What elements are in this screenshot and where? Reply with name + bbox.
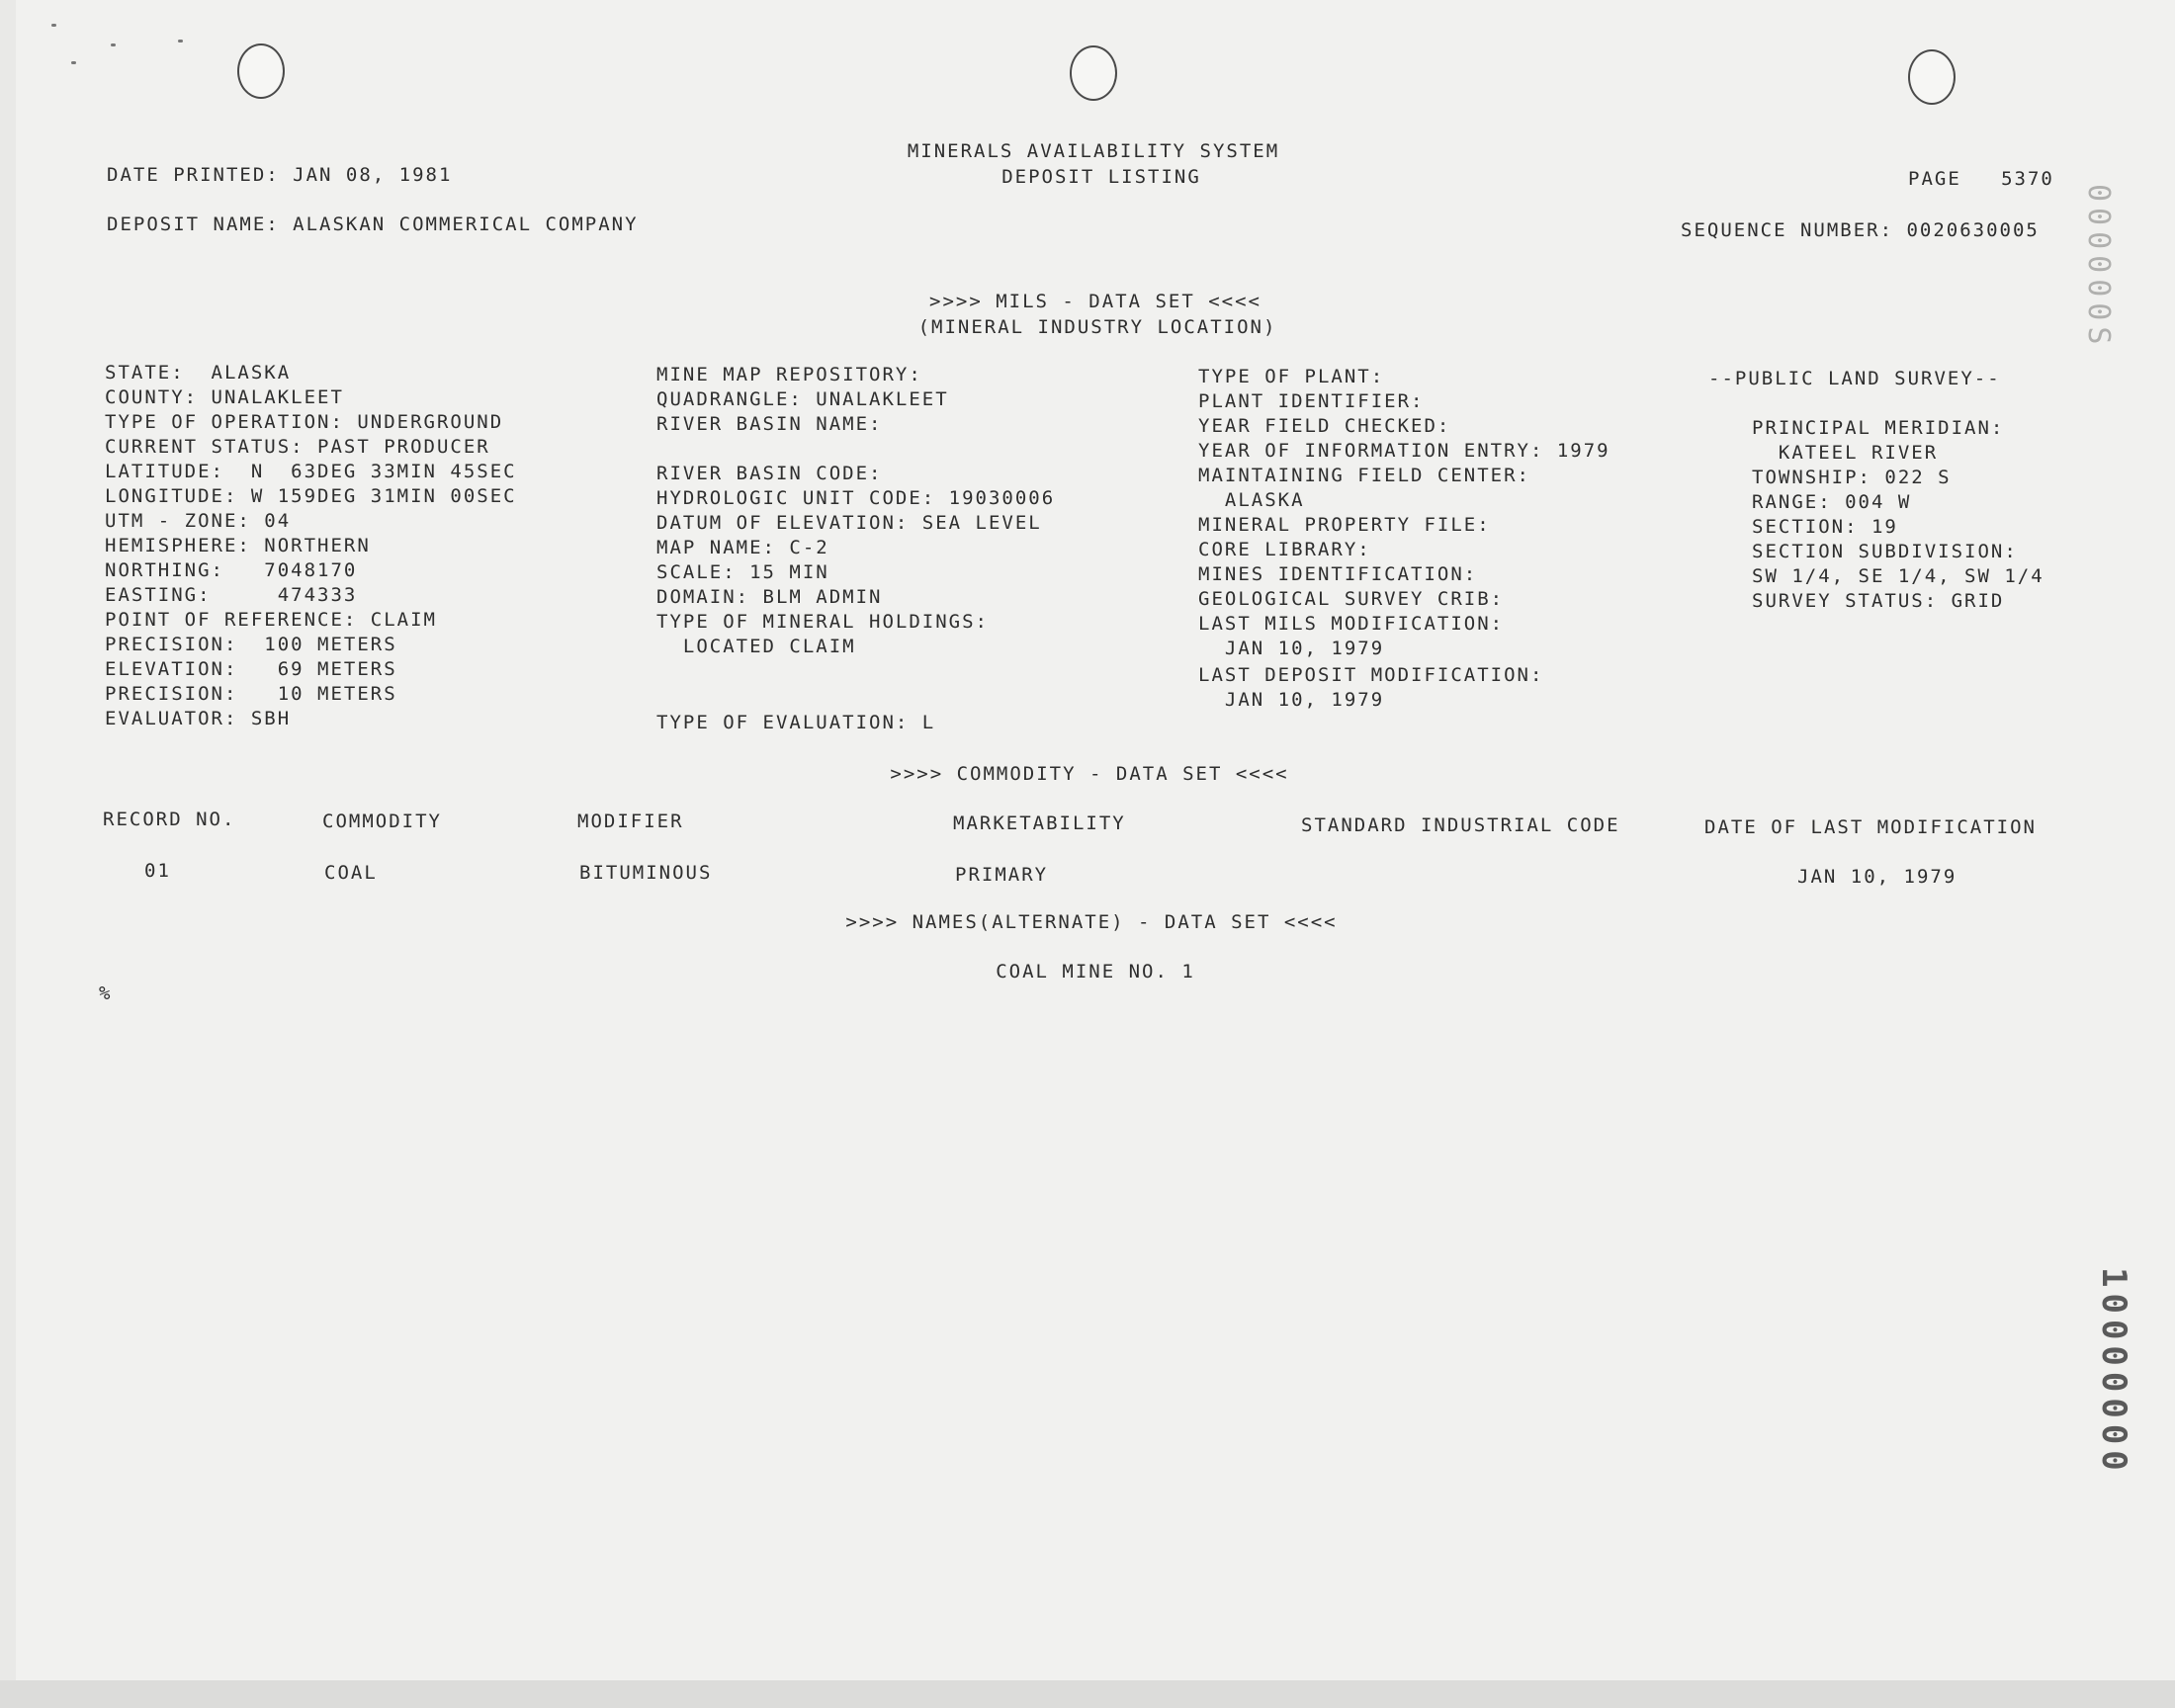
land-survey-heading: --PUBLIC LAND SURVEY-- bbox=[1708, 368, 2001, 389]
field-line: CURRENT STATUS: PAST PRODUCER bbox=[105, 436, 490, 458]
field-line: LOCATED CLAIM bbox=[656, 636, 856, 657]
field-line: SECTION SUBDIVISION: bbox=[1752, 541, 2018, 562]
cell-marketability: PRIMARY bbox=[955, 864, 1049, 886]
alternate-name: COAL MINE NO. 1 bbox=[996, 961, 1195, 982]
punch-hole-right bbox=[1908, 49, 1956, 105]
field-line: RIVER BASIN CODE: bbox=[656, 463, 883, 484]
field-line: MAP NAME: C-2 bbox=[656, 537, 829, 558]
column-header-date: DATE OF LAST MODIFICATION bbox=[1704, 816, 2037, 838]
smudge-mark bbox=[111, 43, 116, 46]
field-line: MINE MAP REPOSITORY: bbox=[656, 364, 922, 385]
column-header-marketability: MARKETABILITY bbox=[953, 812, 1126, 834]
field-line: STATE: ALASKA bbox=[105, 362, 292, 384]
commodity-section-title: >>>> COMMODITY - DATA SET <<<< bbox=[890, 763, 1289, 785]
field-line: UTM - ZONE: 04 bbox=[105, 510, 292, 532]
field-line: SCALE: 15 MIN bbox=[656, 561, 829, 583]
field-line: PRECISION: 10 METERS bbox=[105, 683, 397, 705]
field-line: TYPE OF MINERAL HOLDINGS: bbox=[656, 611, 989, 633]
mils-section-title: >>>> MILS - DATA SET <<<< bbox=[929, 291, 1262, 312]
field-line: SW 1/4, SE 1/4, SW 1/4 bbox=[1752, 565, 2044, 587]
punch-hole-left bbox=[237, 43, 285, 99]
field-line: MAINTAINING FIELD CENTER: bbox=[1198, 465, 1530, 486]
field-line: HYDROLOGIC UNIT CODE: 19030006 bbox=[656, 487, 1056, 509]
field-line: RIVER BASIN NAME: bbox=[656, 413, 883, 435]
page-number: PAGE 5370 bbox=[1908, 168, 2054, 190]
field-line: DATUM OF ELEVATION: SEA LEVEL bbox=[656, 512, 1042, 534]
field-line: GEOLOGICAL SURVEY CRIB: bbox=[1198, 588, 1505, 610]
field-line: KATEEL RIVER bbox=[1752, 442, 1939, 464]
field-line: SECTION: 19 bbox=[1752, 516, 1898, 538]
field-line: CORE LIBRARY: bbox=[1198, 539, 1371, 560]
sequence-number: SEQUENCE NUMBER: 0020630005 bbox=[1681, 219, 2040, 241]
top-right-stamp: 000000S bbox=[2081, 184, 2116, 351]
smudge-mark bbox=[51, 24, 56, 27]
field-line: PRECISION: 100 METERS bbox=[105, 634, 397, 655]
column-header-commodity: COMMODITY bbox=[322, 811, 442, 832]
field-line: LAST MILS MODIFICATION: bbox=[1198, 613, 1505, 635]
field-line: EASTING: 474333 bbox=[105, 584, 358, 606]
field-line: PRINCIPAL MERIDIAN: bbox=[1752, 417, 2005, 439]
field-line: LATITUDE: N 63DEG 33MIN 45SEC bbox=[105, 461, 517, 482]
field-line: SURVEY STATUS: GRID bbox=[1752, 590, 2005, 612]
field-line: PLANT IDENTIFIER: bbox=[1198, 390, 1425, 412]
end-marker: % bbox=[99, 982, 113, 1004]
field-line: JAN 10, 1979 bbox=[1198, 638, 1385, 659]
scan-edge bbox=[0, 1680, 2175, 1708]
field-line: NORTHING: 7048170 bbox=[105, 559, 358, 581]
field-line: MINES IDENTIFICATION: bbox=[1198, 563, 1478, 585]
column-header-sic: STANDARD INDUSTRIAL CODE bbox=[1301, 814, 1620, 836]
listing-title: DEPOSIT LISTING bbox=[1001, 166, 1201, 188]
cell-record: 01 bbox=[144, 860, 171, 882]
column-header-record: RECORD NO. bbox=[103, 809, 236, 830]
field-line: POINT OF REFERENCE: CLAIM bbox=[105, 609, 437, 631]
punch-hole-center bbox=[1070, 45, 1117, 101]
field-line: LONGITUDE: W 159DEG 31MIN 00SEC bbox=[105, 485, 517, 507]
field-line: LAST DEPOSIT MODIFICATION: bbox=[1198, 664, 1544, 686]
smudge-mark bbox=[71, 61, 76, 64]
smudge-mark bbox=[178, 40, 183, 43]
column-header-modifier: MODIFIER bbox=[577, 811, 684, 832]
field-line: YEAR FIELD CHECKED: bbox=[1198, 415, 1451, 437]
cell-modifier: BITUMINOUS bbox=[579, 862, 713, 884]
cell-date: JAN 10, 1979 bbox=[1797, 866, 1958, 888]
names-section-title: >>>> NAMES(ALTERNATE) - DATA SET <<<< bbox=[845, 911, 1338, 933]
field-line: ALASKA bbox=[1198, 489, 1305, 511]
field-line: TOWNSHIP: 022 S bbox=[1752, 467, 1952, 488]
field-line: RANGE: 004 W bbox=[1752, 491, 1912, 513]
printout-sheet bbox=[16, 0, 2175, 1680]
deposit-name: DEPOSIT NAME: ALASKAN COMMERICAL COMPANY bbox=[107, 214, 639, 235]
field-line: YEAR OF INFORMATION ENTRY: 1979 bbox=[1198, 440, 1610, 462]
field-line: COUNTY: UNALAKLEET bbox=[105, 386, 344, 408]
field-line: EVALUATOR: SBH bbox=[105, 708, 292, 729]
bottom-right-stamp: 10000000 bbox=[2094, 1267, 2133, 1477]
field-line: TYPE OF EVALUATION: L bbox=[656, 712, 936, 733]
date-printed: DATE PRINTED: JAN 08, 1981 bbox=[107, 164, 453, 186]
system-title: MINERALS AVAILABILITY SYSTEM bbox=[907, 140, 1280, 162]
field-line: MINERAL PROPERTY FILE: bbox=[1198, 514, 1491, 536]
field-line: TYPE OF PLANT: bbox=[1198, 366, 1385, 387]
field-line: HEMISPHERE: NORTHERN bbox=[105, 535, 371, 556]
field-line: ELEVATION: 69 METERS bbox=[105, 658, 397, 680]
field-line: TYPE OF OPERATION: UNDERGROUND bbox=[105, 411, 504, 433]
mils-section-subtitle: (MINERAL INDUSTRY LOCATION) bbox=[917, 316, 1277, 338]
field-line: DOMAIN: BLM ADMIN bbox=[656, 586, 883, 608]
field-line: JAN 10, 1979 bbox=[1198, 689, 1385, 711]
cell-commodity: COAL bbox=[324, 862, 378, 884]
field-line: QUADRANGLE: UNALAKLEET bbox=[656, 388, 949, 410]
